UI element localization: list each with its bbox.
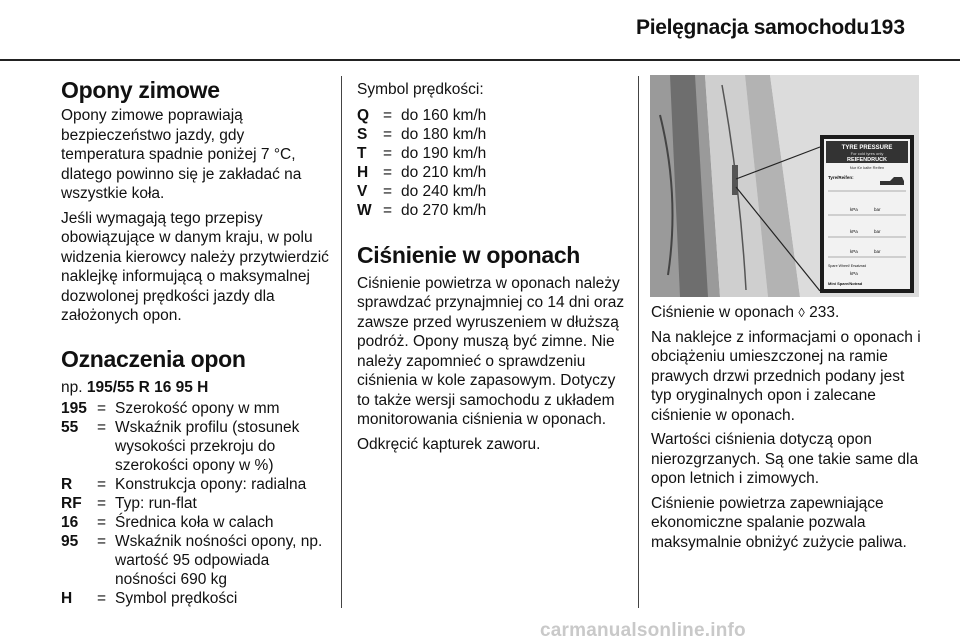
definition-value: Wskaźnik profilu (stosunek wysokości przekroju do szerokości opony w %) [115, 419, 300, 474]
column-1 [61, 77, 331, 608]
column-divider-left [341, 76, 342, 608]
reference-page: 233. [809, 304, 840, 321]
example-code: 195/55 R 16 95 H [86, 378, 209, 396]
column-3 [651, 303, 926, 557]
definition-eq: = [97, 476, 107, 493]
header-divider [0, 59, 960, 61]
column-divider-right [638, 76, 639, 608]
speed-value: do 180 km/h [401, 125, 487, 143]
page-header [0, 0, 960, 60]
speed-value: do 190 km/h [401, 144, 487, 162]
heading-tyre-markings: Oznaczenia opon [61, 345, 246, 372]
definition-eq: = [97, 533, 107, 550]
definition-key: RF [61, 495, 82, 512]
label-sub2: Nur für kalte Reifen [849, 165, 885, 170]
speed-value: do 240 km/h [401, 182, 487, 200]
label-row-tyre: Tyre/Reifen: [828, 175, 854, 180]
speed-key: V [357, 182, 368, 200]
economy-paragraph: Ciśnienie powietrza zapewniające ekonomiczne spalanie pozwala maksymalnie obniżyć zużycie paliwa. [651, 494, 907, 551]
label-unit-bar-2: bar [874, 229, 881, 234]
definition-value: Symbol prędkości [115, 590, 238, 607]
definition-key: H [61, 590, 73, 607]
speed-symbols-table [357, 106, 486, 220]
page-title: Pielęgnacja samochodu [636, 16, 869, 39]
definition-row [61, 513, 331, 532]
definition-value: Konstrukcja opony: radialna [115, 476, 307, 493]
label-unit-kpa-4: kPa [850, 271, 858, 276]
label-title2: REIFENDRUCK [846, 157, 888, 163]
speed-row [357, 201, 486, 220]
column-2 [357, 80, 629, 459]
speed-eq: = [383, 106, 393, 124]
heading-tyre-pressure: Ciśnienie w oponach [357, 241, 581, 268]
definition-eq: = [97, 495, 107, 512]
speed-eq: = [383, 144, 393, 162]
definition-value: Średnica koła w calach [115, 514, 274, 531]
speed-eq: = [383, 163, 393, 181]
definition-value: Szerokość opony w mm [115, 400, 280, 417]
winter-paragraph-2: Jeśli wymagają tego przepisy obowiązujące w danym kraju, w polu widzenia kierowcy należy przytwierdzić naklejkę informującą o maksymalnej dozwolonej prędkości jazdy dla założonych opon. [61, 209, 329, 324]
definition-value: Wskaźnik nośności opony, np. wartość 95 odpowiada nośności 690 kg [115, 533, 323, 588]
speed-row [357, 144, 486, 163]
definition-key: 195 [61, 400, 87, 417]
example-prefix: np. [61, 378, 83, 396]
watermark: carmanualsonline.info [540, 620, 746, 641]
speed-eq: = [383, 182, 393, 200]
markings-definitions [61, 399, 331, 608]
definition-row [61, 399, 331, 418]
definition-row [61, 589, 331, 608]
speed-eq: = [383, 125, 393, 143]
page-reference-icon: ◊ [798, 305, 805, 320]
speed-row [357, 182, 486, 201]
definition-key: 16 [61, 514, 79, 531]
definition-row [61, 494, 331, 513]
speed-key: S [357, 125, 368, 143]
label-row-mini: Mini Spare/Notrad [828, 281, 863, 286]
speed-row [357, 106, 486, 125]
speed-row [357, 163, 486, 182]
definition-row [61, 475, 331, 494]
definition-key: R [61, 476, 73, 493]
definition-row [61, 532, 331, 589]
label-unit-bar-1: bar [874, 207, 881, 212]
label-title: TYRE PRESSURE [841, 145, 893, 151]
definition-eq: = [97, 514, 107, 531]
definition-value: Typ: run-flat [115, 495, 197, 512]
label-unit-kpa-1: kPa [850, 207, 858, 212]
speed-value: do 210 km/h [401, 163, 487, 181]
pressure-paragraph-2: Odkręcić kapturek zaworu. [357, 435, 541, 453]
door-frame-photo [650, 75, 919, 297]
cold-tyres-paragraph: Wartości ciśnienia dotyczą opon nierozgrzanych. Są one takie same dla opon letnich i zimowych. [651, 431, 919, 487]
pressure-reference [651, 303, 926, 323]
label-unit-kpa-3: kPa [850, 249, 858, 254]
definition-key: 55 [61, 419, 79, 436]
definition-eq: = [97, 590, 107, 607]
definition-eq: = [97, 419, 107, 436]
definition-eq: = [97, 400, 107, 417]
speed-key: T [357, 144, 367, 162]
pressure-paragraph-1: Ciśnienie powietrza w oponach należy sprawdzać przynajmniej co 14 dni oraz zawsze przed wyruszeniem w dłuższą podróż. Opony muszą być zimne. Nie należy zapomnieć o sprawdzeniu ciśnienia w kole zapasowym. Dotyczy to także wersji samochodu z układem monitorowania ciśnienia w oponach. [357, 274, 625, 428]
reference-text: Ciśnienie w oponach [651, 304, 795, 321]
label-paragraph: Na naklejce z informacjami o oponach i obciążeniu umieszczonej na ramie prawych drzwi przednich podany jest typ oryginalnych opon i zalecane ciśnienie w oponach. [651, 328, 921, 424]
label-unit-bar-3: bar [874, 249, 881, 254]
definition-key: 95 [61, 533, 79, 550]
speed-value: do 160 km/h [401, 106, 487, 124]
door-frame-illustration [650, 75, 919, 297]
definition-row [61, 418, 331, 475]
label-row-spare: Spare Wheel/ Ersatzrad [828, 264, 867, 268]
speed-key: W [357, 201, 372, 219]
page-number: 193 [870, 16, 906, 39]
winter-paragraph-1: Opony zimowe poprawiają bezpieczeństwo jazdy, gdy temperatura spadnie poniżej 7 °C, dlatego powinno się je zakładać na wszystkie koła. [61, 107, 302, 202]
label-unit-kpa-2: kPa [850, 229, 858, 234]
heading-winter-tyres: Opony zimowe [61, 77, 220, 103]
speed-value: do 270 km/h [401, 201, 487, 219]
speed-symbol-intro: Symbol prędkości: [357, 81, 484, 98]
label-sub1: For cold tyres only [850, 151, 884, 156]
speed-key: H [357, 163, 369, 181]
speed-row [357, 125, 486, 144]
speed-key: Q [357, 106, 370, 124]
markings-example [61, 378, 331, 398]
speed-eq: = [383, 201, 393, 219]
